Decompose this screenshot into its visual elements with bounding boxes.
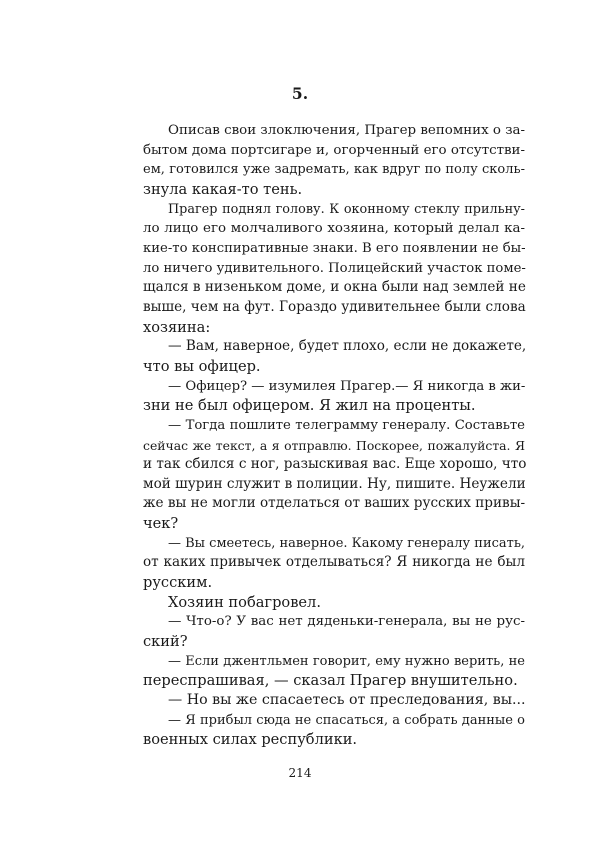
page-number: 214 [288,766,312,780]
text-line: сейчас же текст, а я отправлю. Поскорее, пожалуйста. Я [143,437,525,453]
text-line: выше, чем на фут. Гораздо удивительнее были слова [143,298,526,315]
text-line: — Что-о? У вас нет дяденьки-генерала, вы не рус- [168,614,525,630]
text-line: что вы офицер. [143,357,261,375]
text-line: — Офицер? — изумилея Прагер.— Я никогда в жи- [168,378,526,394]
text-line: мой шурин служит в полиции. Ну, пишите. Неужели [143,475,526,492]
text-line: и так сбился с ног, разыскивая вас. Еще хорошо, что [143,456,527,473]
text-line: переспрашивая, — сказал Прагер внушительно. [143,672,518,690]
text-line: — Тогда пошлите телеграмму генералу. Составьте [168,417,525,433]
text-line: ло лицо его молчаливого хозяина, который делал ка- [143,221,525,237]
text-line: чек? [143,515,179,533]
text-line: ем, готовился уже задремать, как вдруг по полу сколь- [143,162,525,178]
text-line: кие-то конспиративные знаки. В его появлении не бы- [143,240,526,256]
text-line: — Но вы же спасаетесь от преследования, вы... [168,692,526,709]
text-line: Описав свои злоключения, Прагер вепомних о за- [168,123,526,138]
text-line: ский? [143,633,188,651]
text-line: хозяина: [143,318,211,336]
text-line: от каких привычек отделываться? Я никогда не был [143,554,525,571]
text-line: — Если джентльмен говорит, ему нужно верить, не [168,653,525,669]
body-text [143,121,525,750]
text-line: знула какая-то тень. [143,180,303,198]
chapter-heading: 5. [291,84,309,103]
text-line: ло ничего удивительного. Полицейский участок поме- [143,260,526,276]
text-line: русским. [143,574,213,592]
text-line: щался в низеньком доме, и окна были над землей не [143,279,526,296]
text-line: Хозяин побагровел. [168,593,321,611]
text-line: — Вы смеетесь, наверное. Какому генералу писать, [168,535,526,551]
text-line: же вы не могли отделаться от ваших русских привы- [143,495,526,512]
text-line: бытом дома портсигаре и, огорченный его отсутстви- [143,142,525,158]
text-line: зни не был офицером. Я жил на проценты. [143,397,476,415]
text-line: Прагер поднял голову. К оконному стеклу прильну- [168,201,525,217]
text-line: военных силах республики. [143,731,358,749]
text-line: — Я прибыл сюда не спасаться, а собрать данные о [168,712,525,728]
text-line: — Вам, наверное, будет плохо, если не докажете, [168,338,527,355]
